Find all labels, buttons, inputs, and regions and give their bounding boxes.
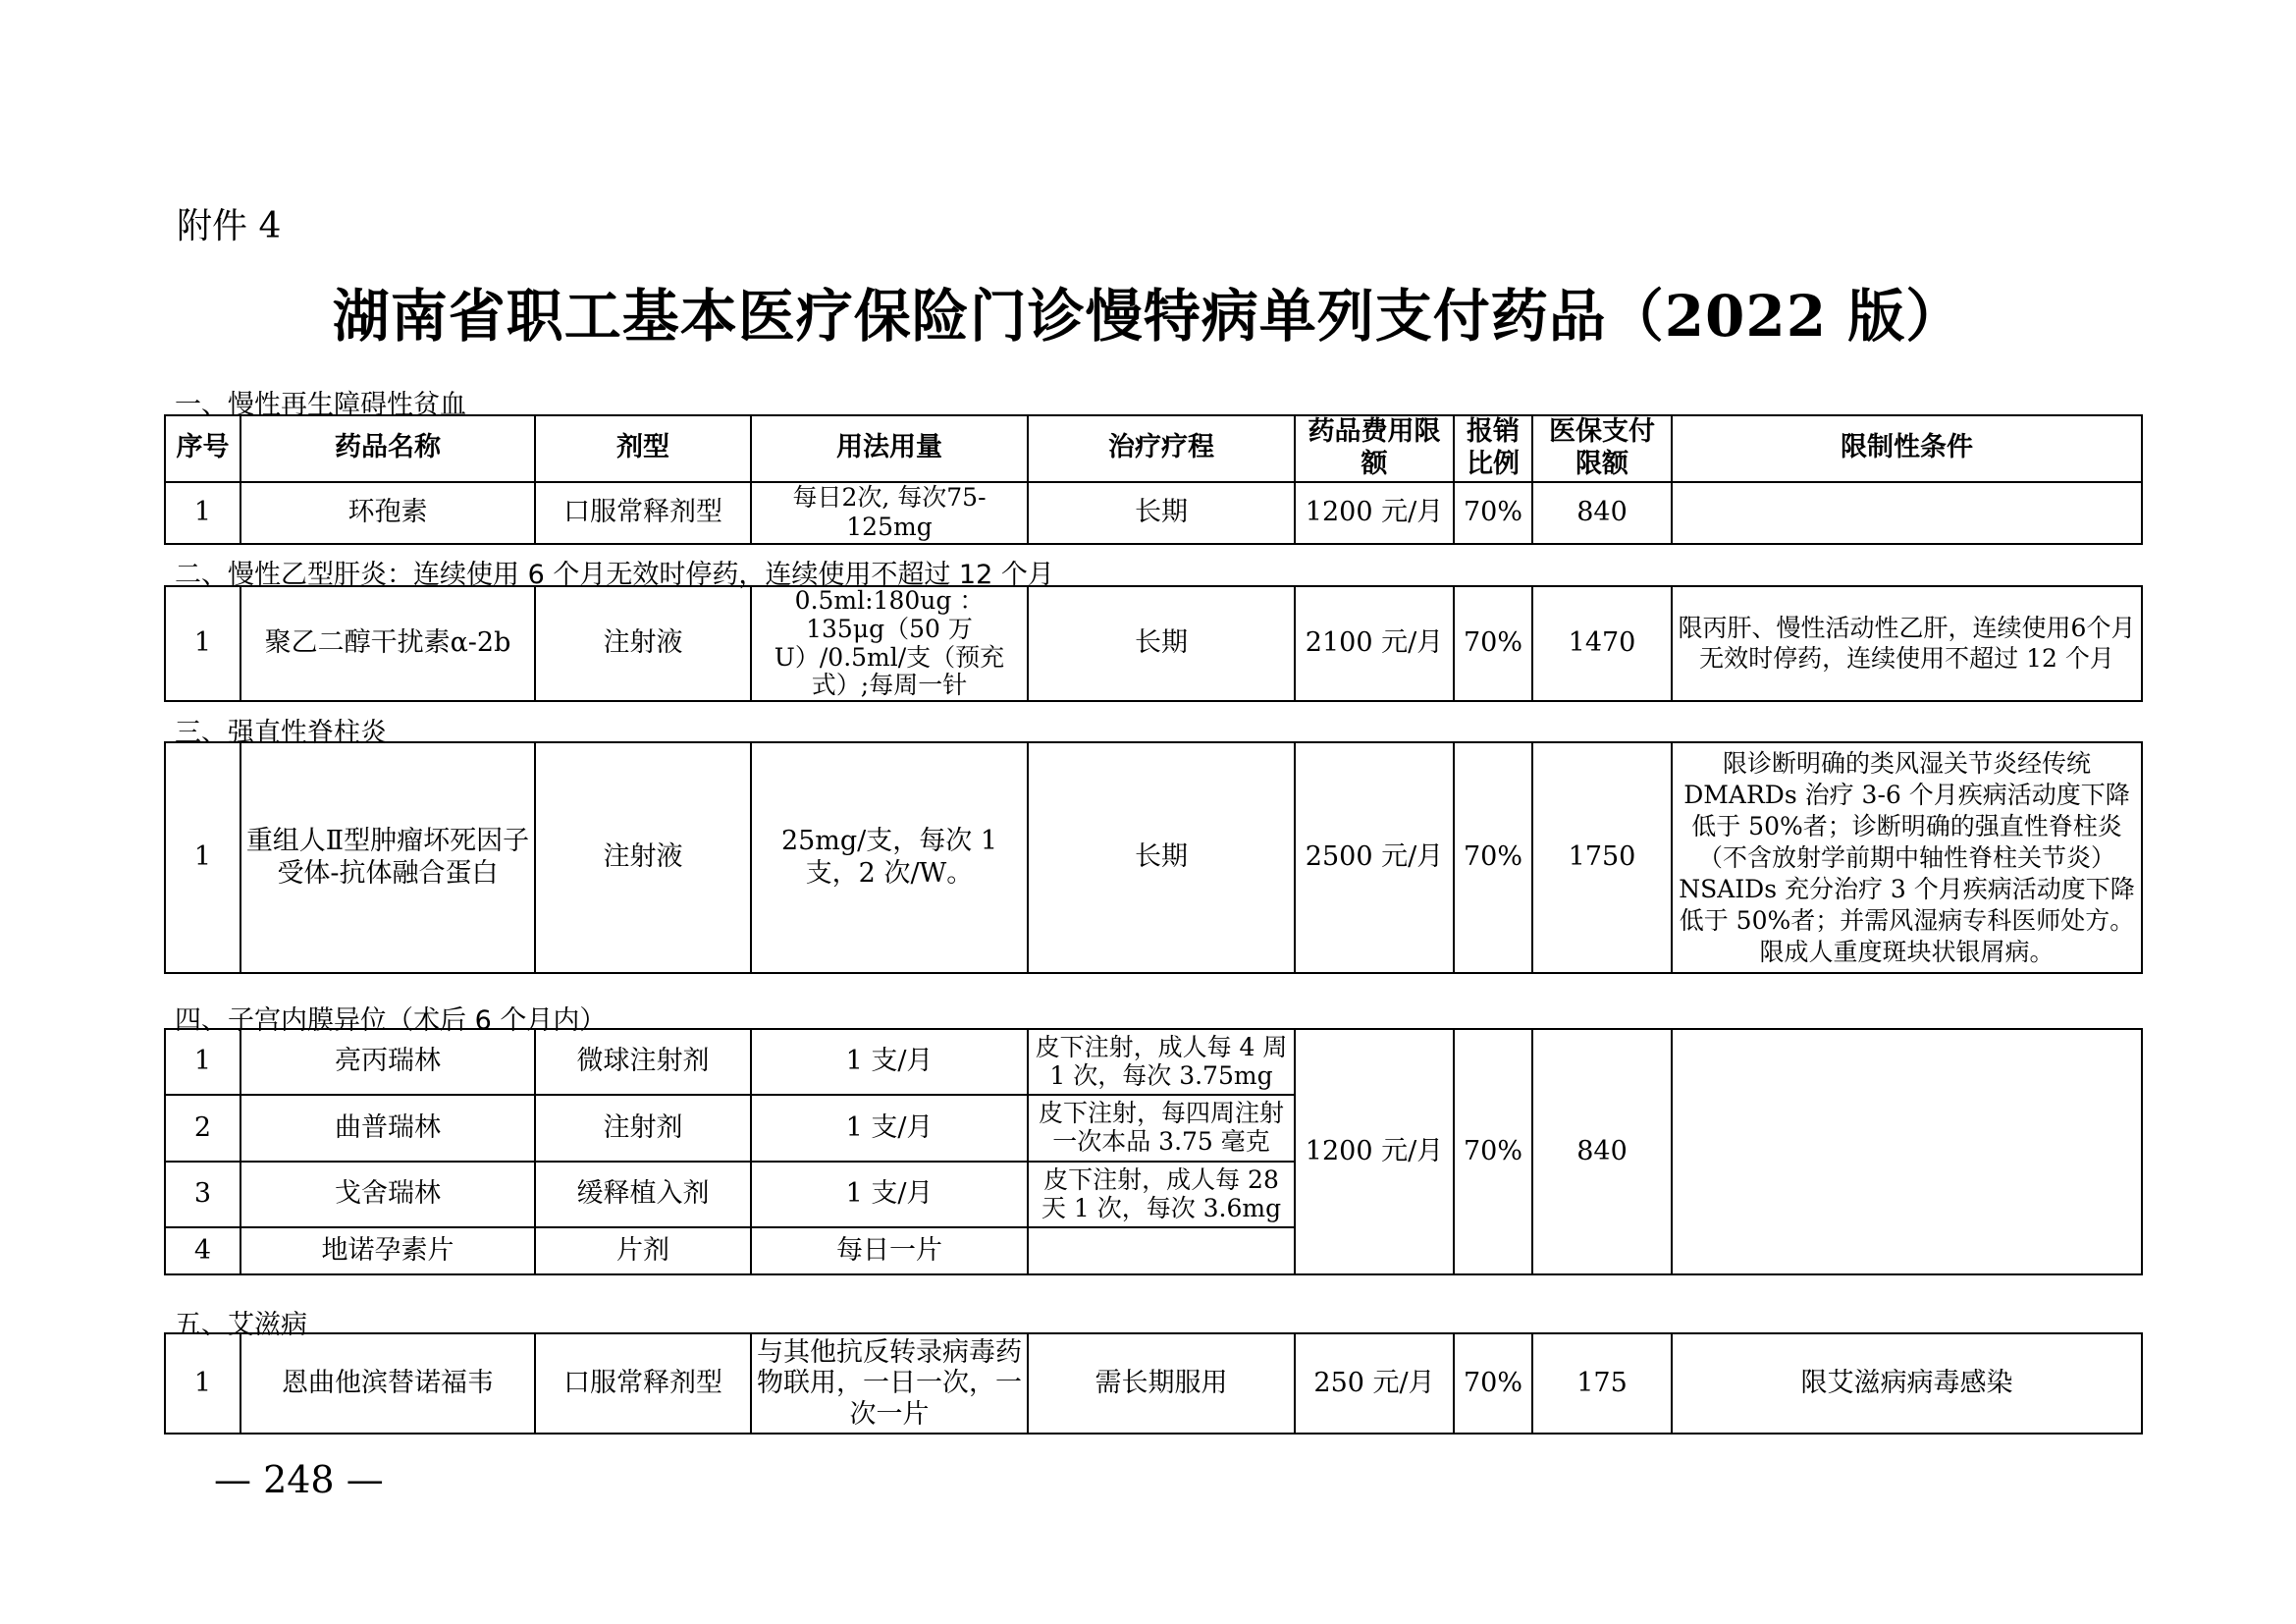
cell-dosage: 1 支/月 — [751, 1162, 1028, 1227]
cell-course: 长期 — [1028, 586, 1295, 701]
cell-form: 缓释植入剂 — [535, 1162, 751, 1227]
cell-form: 微球注射剂 — [535, 1029, 751, 1095]
cell-name: 戈舍瑞林 — [240, 1162, 535, 1227]
cell-cost-limit: 2100 元/月 — [1295, 586, 1454, 701]
cell-form: 注射剂 — [535, 1095, 751, 1162]
cell-cost-limit: 1200 元/月 — [1295, 1029, 1454, 1274]
header-cost-limit: 药品费用限额 — [1295, 415, 1454, 482]
cell-conditions — [1672, 482, 2142, 544]
cell-seq: 1 — [165, 586, 240, 701]
cell-dosage: 0.5ml:180ug ： 135μg（50 万 U）/0.5ml/支（预充式）;每周一针 — [751, 586, 1028, 701]
cell-name: 亮丙瑞林 — [240, 1029, 535, 1095]
cell-ratio: 70% — [1454, 742, 1532, 973]
header-ratio: 报销比例 — [1454, 415, 1532, 482]
drug-table-3 — [164, 741, 2143, 974]
cell-form: 片剂 — [535, 1227, 751, 1274]
cell-form: 注射液 — [535, 742, 751, 973]
drug-table-5 — [164, 1332, 2143, 1435]
table-row — [165, 482, 2142, 544]
cell-form: 注射液 — [535, 586, 751, 701]
cell-form: 口服常释剂型 — [535, 482, 751, 544]
cell-pay-limit: 840 — [1532, 482, 1672, 544]
cell-seq: 1 — [165, 742, 240, 973]
section-heading-3: 三、强直性脊柱炎 — [175, 718, 387, 748]
cell-name: 恩曲他滨替诺福韦 — [240, 1333, 535, 1434]
cell-form: 口服常释剂型 — [535, 1333, 751, 1434]
table-row — [165, 586, 2142, 701]
page-number: — 248 — — [214, 1458, 384, 1501]
section-heading-2: 二、慢性乙型肝炎：连续使用 6 个月无效时停药，连续使用不超过 12 个月 — [175, 560, 1054, 590]
cell-conditions: 限艾滋病病毒感染 — [1672, 1333, 2142, 1434]
cell-conditions: 限丙肝、慢性活动性乙肝，连续使用6个月无效时停药，连续使用不超过 12 个月 — [1672, 586, 2142, 701]
cell-name: 曲普瑞林 — [240, 1095, 535, 1162]
cell-pay-limit: 175 — [1532, 1333, 1672, 1434]
cell-seq: 1 — [165, 1333, 240, 1434]
section-heading-5: 五、艾滋病 — [175, 1310, 307, 1340]
cell-cost-limit: 2500 元/月 — [1295, 742, 1454, 973]
drug-table-2 — [164, 585, 2143, 702]
cell-conditions: 限诊断明确的类风湿关节炎经传统 DMARDs 治疗 3-6 个月疾病活动度下降低于 50%者；诊断明确的强直性脊柱炎（不含放射学前期中轴性脊柱关节炎）NSAIDs 充分治疗 3 个月疾病活动度下降低于 50%者；并需风湿病专科医师处方。限成人重度斑块状银屑病。 — [1672, 742, 2142, 973]
cell-course — [1028, 1227, 1295, 1274]
attachment-label: 附件 4 — [177, 206, 282, 246]
header-form: 剂型 — [535, 415, 751, 482]
cell-dosage: 与其他抗反转录病毒药物联用，一日一次，一次一片 — [751, 1333, 1028, 1434]
cell-name: 聚乙二醇干扰素α-2b — [240, 586, 535, 701]
cell-ratio: 70% — [1454, 1333, 1532, 1434]
cell-course: 皮下注射，每四周注射一次本品 3.75 毫克 — [1028, 1095, 1295, 1162]
drug-table-1 — [164, 414, 2143, 545]
cell-conditions — [1672, 1029, 2142, 1274]
cell-name: 环孢素 — [240, 482, 535, 544]
cell-dosage: 25mg/支，每次 1 支，2 次/W。 — [751, 742, 1028, 973]
table-header-row — [165, 415, 2142, 482]
document-title: 湖南省职工基本医疗保险门诊慢特病单列支付药品（2022 版） — [332, 283, 1964, 350]
header-dosage: 用法用量 — [751, 415, 1028, 482]
cell-ratio: 70% — [1454, 586, 1532, 701]
cell-dosage: 每日2次, 每次75-125mg — [751, 482, 1028, 544]
header-course: 治疗疗程 — [1028, 415, 1295, 482]
cell-course: 长期 — [1028, 742, 1295, 973]
section-heading-1: 一、慢性再生障碍性贫血 — [175, 390, 466, 420]
cell-course: 需长期服用 — [1028, 1333, 1295, 1434]
section-heading-4: 四、子宫内膜异位（术后 6 个月内） — [175, 1005, 607, 1036]
cell-pay-limit: 1750 — [1532, 742, 1672, 973]
table-row — [165, 1029, 2142, 1095]
cell-dosage: 1 支/月 — [751, 1095, 1028, 1162]
cell-course: 长期 — [1028, 482, 1295, 544]
header-pay-limit: 医保支付限额 — [1532, 415, 1672, 482]
cell-seq: 4 — [165, 1227, 240, 1274]
cell-cost-limit: 250 元/月 — [1295, 1333, 1454, 1434]
cell-ratio: 70% — [1454, 482, 1532, 544]
drug-table-4 — [164, 1028, 2143, 1275]
cell-dosage: 每日一片 — [751, 1227, 1028, 1274]
table-row — [165, 742, 2142, 973]
cell-pay-limit: 1470 — [1532, 586, 1672, 701]
table-row — [165, 1333, 2142, 1434]
cell-cost-limit: 1200 元/月 — [1295, 482, 1454, 544]
header-seq: 序号 — [165, 415, 240, 482]
cell-seq: 1 — [165, 1029, 240, 1095]
cell-seq: 1 — [165, 482, 240, 544]
cell-course: 皮下注射，成人每 28 天 1 次，每次 3.6mg — [1028, 1162, 1295, 1227]
cell-name: 重组人Ⅱ型肿瘤坏死因子受体-抗体融合蛋白 — [240, 742, 535, 973]
cell-ratio: 70% — [1454, 1029, 1532, 1274]
header-name: 药品名称 — [240, 415, 535, 482]
cell-course: 皮下注射，成人每 4 周 1 次，每次 3.75mg — [1028, 1029, 1295, 1095]
cell-pay-limit: 840 — [1532, 1029, 1672, 1274]
cell-dosage: 1 支/月 — [751, 1029, 1028, 1095]
cell-seq: 2 — [165, 1095, 240, 1162]
cell-name: 地诺孕素片 — [240, 1227, 535, 1274]
cell-seq: 3 — [165, 1162, 240, 1227]
header-conditions: 限制性条件 — [1672, 415, 2142, 482]
